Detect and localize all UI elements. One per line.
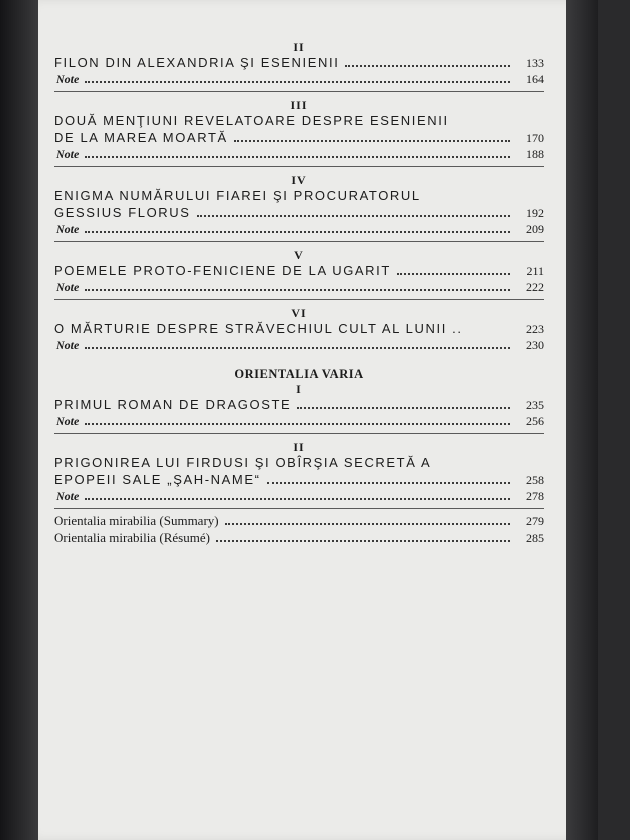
section-numeral: II xyxy=(293,440,305,454)
page-number: 188 xyxy=(526,147,544,161)
entry-title: FILON DIN ALEXANDRIA ŞI ESENIENII xyxy=(54,55,340,70)
divider xyxy=(54,166,544,167)
section-numeral: II xyxy=(293,40,305,54)
toc-entry[interactable] xyxy=(54,512,544,529)
notes-label: Note xyxy=(56,489,80,503)
page-number: 164 xyxy=(526,72,544,86)
divider xyxy=(54,241,544,242)
page-number: 223 xyxy=(526,322,544,336)
dot-leader xyxy=(85,288,510,291)
toc-entry[interactable] xyxy=(54,262,544,279)
page-number: 278 xyxy=(526,489,544,503)
entry-title-line: ENIGMA NUMĂRULUI FIAREI ŞI PROCURATORUL xyxy=(54,188,421,203)
notes-entry[interactable] xyxy=(54,71,544,88)
dot-leader xyxy=(216,539,510,542)
dot-leader xyxy=(297,406,510,409)
divider xyxy=(54,299,544,300)
dot-leader xyxy=(85,346,510,349)
toc-entry[interactable] xyxy=(54,471,544,488)
section-numeral: VI xyxy=(291,306,307,320)
notes-label: Note xyxy=(56,338,80,352)
divider xyxy=(54,433,544,434)
notes-entry[interactable] xyxy=(54,413,544,430)
entry-title: PRIMUL ROMAN DE DRAGOSTE xyxy=(54,397,292,412)
toc-section xyxy=(54,98,544,167)
entry-title-line: DOUĂ MENŢIUNI REVELATOARE DESPRE ESENIENII xyxy=(54,113,449,128)
toc-section xyxy=(54,173,544,242)
page-number: 192 xyxy=(526,206,544,220)
page-number: 285 xyxy=(526,531,544,545)
dot-leader xyxy=(85,80,510,83)
toc-entry[interactable] xyxy=(54,396,544,413)
notes-entry[interactable] xyxy=(54,221,544,238)
notes-entry[interactable] xyxy=(54,146,544,163)
page-number: 279 xyxy=(526,514,544,528)
entry-title: O MĂRTURIE DESPRE STRĂVECHIUL CULT AL LUNII .. xyxy=(54,321,463,336)
page-number: 133 xyxy=(526,56,544,70)
page-number: 170 xyxy=(526,131,544,145)
notes-entry[interactable] xyxy=(54,337,544,354)
section-numeral: III xyxy=(290,98,308,112)
page-right-edge xyxy=(566,0,598,840)
notes-label: Note xyxy=(56,222,80,236)
entry-title: DE LA MAREA MOARTĂ xyxy=(54,130,228,145)
toc-section xyxy=(54,248,544,300)
dot-leader xyxy=(85,155,510,158)
entry-title: GESSIUS FLORUS xyxy=(54,205,191,220)
entry-title: POEMELE PROTO-FENICIENE DE LA UGARIT xyxy=(54,263,391,278)
page-number: 209 xyxy=(526,222,544,236)
notes-label: Note xyxy=(56,72,80,86)
dot-leader xyxy=(469,332,510,333)
page-number: 258 xyxy=(526,473,544,487)
toc-section xyxy=(54,40,544,92)
dot-leader xyxy=(225,522,510,525)
entry-title: Orientalia mirabilia (Résumé) xyxy=(54,530,210,545)
part-heading: ORIENTALIA VARIA xyxy=(234,367,364,381)
toc-section xyxy=(54,382,544,434)
page-number: 222 xyxy=(526,280,544,294)
dot-leader xyxy=(85,422,510,425)
section-numeral: V xyxy=(294,248,304,262)
entry-title: Orientalia mirabilia (Summary) xyxy=(54,513,219,528)
toc-section xyxy=(54,306,544,354)
toc-section xyxy=(54,440,544,509)
dot-leader xyxy=(397,272,510,275)
book-spine-shadow xyxy=(0,0,38,840)
notes-entry[interactable] xyxy=(54,279,544,296)
entry-title: EPOPEII SALE „ŞAH-NAME“ xyxy=(54,472,261,487)
notes-label: Note xyxy=(56,280,80,294)
dot-leader xyxy=(267,481,510,484)
page-number: 211 xyxy=(526,264,544,278)
toc-entry[interactable] xyxy=(54,54,544,71)
dot-leader xyxy=(234,139,510,142)
entry-title-line: PRIGONIREA LUI FIRDUSI ŞI OBÎRŞIA SECRETĂ A xyxy=(54,455,432,470)
dot-leader xyxy=(197,214,510,217)
table-of-contents xyxy=(54,40,544,546)
dot-leader xyxy=(85,230,510,233)
section-numeral: I xyxy=(296,382,302,396)
toc-entry[interactable] xyxy=(54,204,544,221)
page-number: 256 xyxy=(526,414,544,428)
toc-entry[interactable] xyxy=(54,320,544,337)
toc-entry[interactable] xyxy=(54,529,544,546)
page-number: 230 xyxy=(526,338,544,352)
dot-leader xyxy=(345,64,510,67)
notes-label: Note xyxy=(56,414,80,428)
toc-entry[interactable] xyxy=(54,129,544,146)
notes-entry[interactable] xyxy=(54,488,544,505)
dot-leader xyxy=(85,497,510,500)
divider xyxy=(54,508,544,509)
section-numeral: IV xyxy=(291,173,307,187)
notes-label: Note xyxy=(56,147,80,161)
divider xyxy=(54,91,544,92)
page-number: 235 xyxy=(526,398,544,412)
